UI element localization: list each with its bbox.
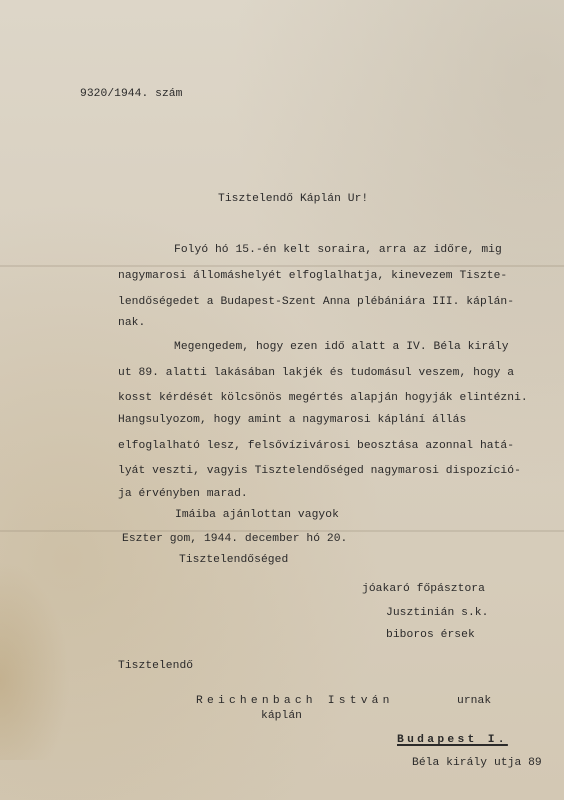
- address-form: Tisztelendőséged: [179, 554, 289, 566]
- paragraph1-line4: nak.: [118, 317, 146, 329]
- recipient-street: Béla király utja 89: [412, 757, 542, 769]
- paragraph3-line4: ja érvényben marad.: [118, 488, 248, 500]
- paragraph1-line2: nagymarosi állomáshelyét elfoglalhatja, kinevezem Tiszte-: [118, 270, 508, 282]
- paragraph3-line3: lyát veszti, vagyis Tisztelendőséged nagymarosi dispozíció-: [118, 465, 521, 477]
- paragraph2-line3: kosst kérdését kölcsönös megértés alapján hogyják elintézni.: [118, 392, 528, 404]
- recipient-city: Budapest I.: [397, 734, 508, 746]
- signature-line3: biboros érsek: [386, 629, 475, 641]
- paragraph1-line3: lendőségedet a Budapest-Szent Anna plébániára III. káplán-: [118, 296, 515, 308]
- paragraph2-line2: ut 89. alatti lakásában lakjék és tudomásul veszem, hogy a: [118, 367, 515, 379]
- signature-line2: Jusztinián s.k.: [386, 607, 489, 619]
- place-date: Eszter gom, 1944. december hó 20.: [122, 533, 348, 545]
- paragraph3-line1: Hangsulyozom, hogy amint a nagymarosi káplání állás: [118, 414, 467, 426]
- paragraph1-line1: Folyó hó 15.-én kelt soraira, arra az időre, mig: [174, 244, 502, 256]
- paragraph3-line2: elfoglalható lesz, felsővízivárosi beosztása azonnal hatá-: [118, 440, 515, 452]
- signature-line1: jóakaró főpásztora: [362, 583, 485, 595]
- closing-formula: Imáiba ajánlottan vagyok: [175, 509, 339, 521]
- paper-stain: [0, 560, 70, 760]
- salutation: Tisztelendő Káplán Ur!: [218, 193, 369, 205]
- paragraph2-line1: Megengedem, hogy ezen idő alatt a IV. Béla király: [174, 341, 509, 353]
- recipient-name: Reichenbach István: [196, 695, 394, 707]
- paper-fold: [0, 265, 564, 267]
- recipient-title: Tisztelendő: [118, 660, 194, 672]
- recipient-name-suffix: urnak: [457, 695, 492, 707]
- reference-number: 9320/1944. szám: [80, 88, 183, 100]
- recipient-role: káplán: [261, 710, 302, 722]
